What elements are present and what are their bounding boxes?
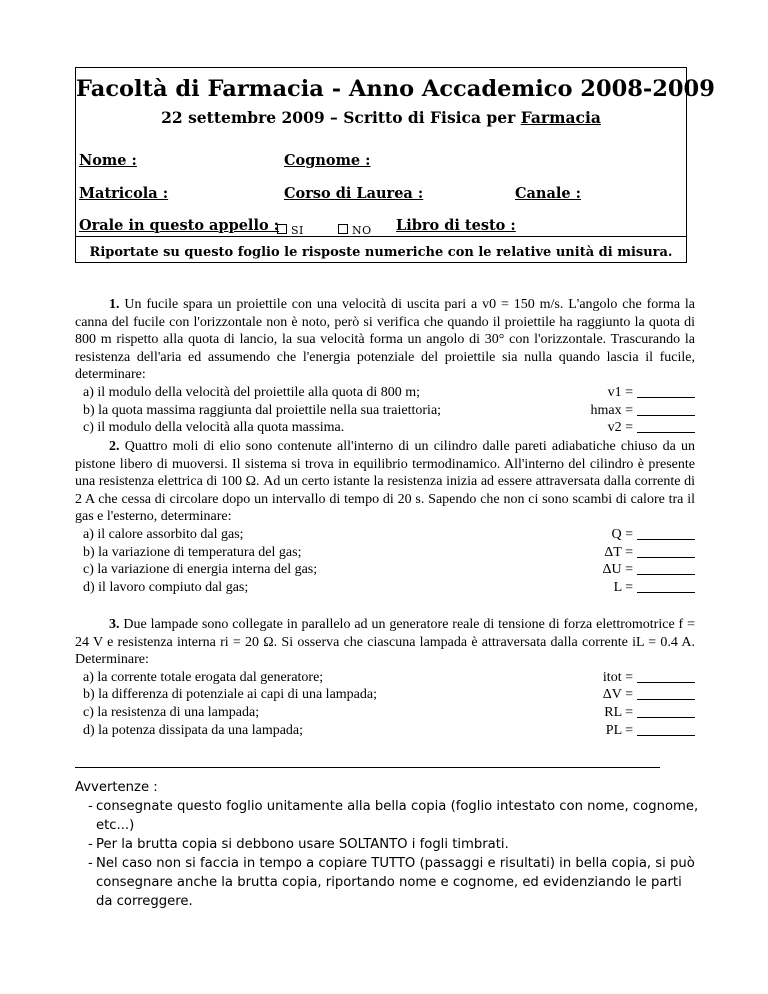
- problem-1: [75, 296, 695, 437]
- question-label: a) la corrente totale erogata dal generatore;: [83, 669, 324, 685]
- corso-field[interactable]: Corso di Laurea :: [284, 185, 424, 202]
- warning-text: consegnate questo foglio unitamente alla bella copia (foglio intestato con nome, cognome, etc...): [96, 799, 699, 833]
- canale-field[interactable]: Canale :: [515, 185, 582, 202]
- answer-blank[interactable]: [637, 562, 695, 575]
- answer-slot[interactable]: [535, 686, 695, 704]
- si-label: SI: [291, 224, 304, 237]
- answer-blank[interactable]: [637, 385, 695, 398]
- warning-text: Nel caso non si faccia in tempo a copiare TUTTO (passaggi e risultati) in bella copia, si può consegnare anche la brutta copia, riportando nome e cognome, ed evidenziando le parti da correggere.: [96, 856, 695, 909]
- warnings-title: Avvertenze :: [75, 780, 158, 795]
- libro-field[interactable]: Libro di testo :: [396, 217, 516, 234]
- question-label: b) la variazione di temperatura del gas;: [83, 544, 302, 560]
- question-label: c) la variazione di energia interna del gas;: [83, 562, 318, 578]
- answer-slot[interactable]: [535, 704, 695, 722]
- answer-slot[interactable]: [535, 579, 695, 597]
- subtitle-prefix: 22 settembre 2009 – Scritto di Fisica per: [161, 108, 521, 127]
- answer-symbol: L =: [613, 579, 633, 595]
- answer-symbol: ΔU =: [602, 562, 633, 578]
- si-checkbox[interactable]: [277, 224, 287, 234]
- problem-3: [75, 616, 695, 739]
- answer-blank[interactable]: [637, 420, 695, 433]
- answer-blank[interactable]: [637, 527, 695, 540]
- answer-slot[interactable]: [535, 526, 695, 544]
- orale-field: Orale in questo appello :: [79, 217, 280, 234]
- matricola-field[interactable]: Matricola :: [79, 185, 169, 202]
- subtitle-course: Farmacia: [520, 108, 601, 127]
- problem-text: [75, 616, 695, 669]
- question-label: d) la potenza dissipata da una lampada;: [83, 722, 304, 738]
- exam-subtitle: [76, 108, 686, 127]
- answer-blank[interactable]: [637, 705, 695, 718]
- answer-blank[interactable]: [637, 687, 695, 700]
- answer-symbol: hmax =: [590, 402, 633, 418]
- problem-number: 3.: [109, 617, 120, 632]
- instructions: Riportate su questo foglio le risposte numeriche con le relative unità di misura.: [89, 245, 673, 260]
- answer-symbol: v2 =: [607, 420, 633, 436]
- answer-blank[interactable]: [637, 670, 695, 683]
- answer-slot[interactable]: [535, 669, 695, 687]
- no-label: NO: [352, 224, 372, 237]
- problem-body: Due lampade sono collegate in parallelo ad un generatore reale di tensione di forza elettromotrice f = 24 V e resistenza interna ri = 20 Ω. Si osserva che ciascuna lampada è attraversata dalla corrente iL = 0.4 A. Determinare:: [75, 617, 696, 668]
- problem-text: [75, 296, 695, 384]
- warning-item: - Per la brutta copia si debbono usare SOLTANTO i fogli timbrati.: [88, 837, 509, 852]
- nome-field[interactable]: Nome :: [79, 152, 137, 169]
- answer-blank[interactable]: [637, 723, 695, 736]
- problem-2: [75, 438, 695, 596]
- problem-number: 2.: [109, 439, 120, 454]
- answer-slot[interactable]: [535, 384, 695, 402]
- question-label: b) la quota massima raggiunta dal proiettile nella sua traiettoria;: [83, 402, 442, 418]
- answer-symbol: ΔT =: [604, 544, 633, 560]
- question-label: a) il calore assorbito dal gas;: [83, 526, 244, 542]
- answer-blank[interactable]: [637, 545, 695, 558]
- question-label: c) il modulo della velocità alla quota massima.: [83, 420, 345, 436]
- answer-symbol: RL =: [604, 704, 633, 720]
- question-label: c) la resistenza di una lampada;: [83, 704, 260, 720]
- problem-body: Un fucile spara un proiettile con una velocità di uscita pari a v0 = 150 m/s. L'angolo che forma la canna del fucile con l'orizzontale non è noto, però si verifica che quando il proiettile ha raggiunto la quota di 800 m rispetto alla quota di lancio, la sua velocità forma un angolo di 30° con l'orizzontale. Trascurando la resistenza dell'aria ed assumendo che l'energia potenziale del proiettile sia nulla quando lascia il fucile, determinare:: [75, 297, 696, 383]
- warnings-list: [75, 797, 700, 911]
- warnings: [75, 778, 700, 911]
- warning-text: Per la brutta copia si debbono usare SOLTANTO i fogli timbrati.: [96, 837, 509, 852]
- answer-symbol: Q =: [611, 526, 633, 542]
- answer-symbol: PL =: [605, 722, 633, 738]
- warning-item: - Nel caso non si faccia in tempo a copiare TUTTO (passaggi e risultati) in bella copia, si può consegnare anche la brutta copia, riportando nome e cognome, ed evidenziando le parti da correggere.: [88, 856, 695, 909]
- answer-symbol: ΔV =: [602, 687, 633, 703]
- answer-slot[interactable]: [535, 722, 695, 740]
- answer-slot[interactable]: [535, 402, 695, 420]
- question-label: d) il lavoro compiuto dal gas;: [83, 579, 249, 595]
- header-box: [75, 67, 715, 263]
- answer-blank[interactable]: [637, 580, 695, 593]
- answer-symbol: v1 =: [607, 384, 633, 400]
- answer-symbol: itot =: [602, 669, 633, 685]
- answer-slot[interactable]: [535, 561, 695, 579]
- answer-blank[interactable]: [637, 403, 695, 416]
- no-checkbox[interactable]: [338, 224, 348, 234]
- question-label: a) il modulo della velocità del proiettile alla quota di 800 m;: [83, 384, 421, 400]
- answer-slot[interactable]: [535, 544, 695, 562]
- question-label: b) la differenza di potenziale ai capi di una lampada;: [83, 687, 377, 703]
- warning-item: - consegnate questo foglio unitamente alla bella copia (foglio intestato con nome, cognome, etc...): [88, 799, 699, 833]
- cognome-field[interactable]: Cognome :: [284, 152, 371, 169]
- section-divider: [75, 767, 660, 768]
- instructions-divider: [76, 236, 686, 237]
- answer-slot[interactable]: [535, 419, 695, 437]
- problem-body: Quattro moli di elio sono contenute all'interno di un cilindro dalle pareti adiabatiche chiuso da un pistone libero di muoversi. Il sistema si trova in equilibrio termodinamico. All'interno del cilindro è presente una resistenza elettrica di 100 Ω. Ad un certo istante la resistenza inizia ad essere attraversata dalla corrente di 2 A che cessa di circolare dopo un intervallo di tempo di 20 s. Sapendo che non ci sono scambi di calore tra il gas e l'esterno, determinare:: [75, 439, 696, 525]
- problem-text: [75, 438, 695, 526]
- problem-number: 1.: [109, 297, 120, 312]
- page-title: Facoltà di Farmacia - Anno Accademico 2008-2009: [76, 76, 715, 102]
